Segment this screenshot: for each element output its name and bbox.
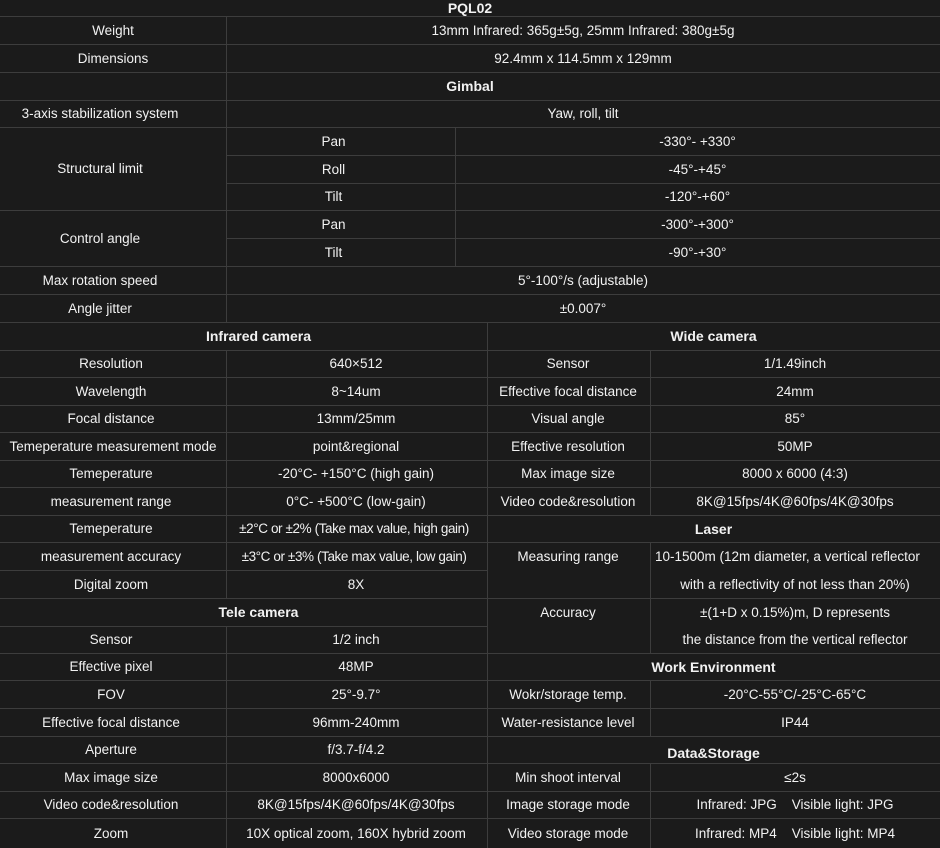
tele-zoom-value: 10X optical zoom, 160X hybrid zoom xyxy=(246,825,466,841)
grid-line xyxy=(0,16,940,17)
grid-line xyxy=(487,322,488,848)
grid-line xyxy=(0,542,940,543)
stabilization-label: 3-axis stabilization system xyxy=(21,106,179,121)
grid-line xyxy=(0,44,940,45)
weight-label: Weight xyxy=(92,22,134,38)
work-temp-label: Wokr/storage temp. xyxy=(509,686,627,702)
work-water-label: Water-resistance level xyxy=(501,714,635,730)
work-temp-value: -20°C-55°C/-25°C-65°C xyxy=(723,686,867,702)
tele-video-label: Video code&resolution xyxy=(43,797,179,812)
wide-image-size-value: 8000 x 6000 (4:3) xyxy=(742,466,848,481)
grid-line xyxy=(650,680,651,736)
wide-video-value: 8K@15fps/4K@60fps/4K@30fps xyxy=(696,493,894,509)
infrared-wavelength-label: Wavelength xyxy=(75,383,147,399)
grid-line xyxy=(0,653,940,654)
grid-line xyxy=(0,570,487,571)
grid-line xyxy=(0,350,940,351)
control-tilt-axis: Tilt xyxy=(324,244,343,260)
grid-line xyxy=(0,736,940,737)
dimensions-value: 92.4mm x 114.5mm x 129mm xyxy=(494,50,672,66)
infrared-zoom-label: Digital zoom xyxy=(73,576,149,592)
grid-line xyxy=(0,598,940,599)
structural-pan-axis: Pan xyxy=(321,133,346,149)
laser-header: Laser xyxy=(694,520,733,537)
infrared-mode-value: point&regional xyxy=(312,438,400,454)
infrared-focal-label: Focal distance xyxy=(67,411,155,426)
storage-image-value: Infrared: JPG Visible light: JPG xyxy=(696,797,894,812)
structural-limit-label: Structural limit xyxy=(57,161,143,176)
tele-focal-value: 96mm-240mm xyxy=(312,714,400,730)
grid-line xyxy=(0,680,940,681)
tele-image-size-label: Max image size xyxy=(64,769,158,785)
table-title: PQL02 xyxy=(447,0,493,16)
stabilization-value: Yaw, roll, tilt xyxy=(547,106,619,121)
infrared-header: Infrared camera xyxy=(205,328,312,344)
gimbal-header: Gimbal xyxy=(446,78,494,94)
storage-video-value: Infrared: MP4 Visible light: MP4 xyxy=(694,825,896,841)
tele-pixel-label: Effective pixel xyxy=(69,659,153,674)
grid-line xyxy=(0,100,940,101)
infrared-range-value-1: -20°C- +150°C (high gain) xyxy=(277,466,434,481)
grid-line xyxy=(226,626,227,848)
laser-range-label: Measuring range xyxy=(517,548,619,564)
tele-sensor-label: Sensor xyxy=(89,632,133,647)
infrared-accuracy-label-2: measurement accuracy xyxy=(40,548,182,564)
wide-sensor-label: Sensor xyxy=(546,356,590,371)
rotation-speed-label: Max rotation speed xyxy=(42,272,158,288)
angle-jitter-value: ±0.007° xyxy=(559,300,607,316)
storage-header: Data&Storage xyxy=(667,745,760,761)
grid-line xyxy=(0,294,940,295)
grid-line xyxy=(0,322,940,323)
control-pan-axis: Pan xyxy=(321,216,346,232)
grid-line xyxy=(0,818,940,819)
control-pan-value: -300°-+300° xyxy=(661,216,734,232)
wide-sensor-value: 1/1.49inch xyxy=(763,356,827,371)
infrared-focal-value: 13mm/25mm xyxy=(316,411,396,426)
structural-roll-axis: Roll xyxy=(321,161,346,177)
grid-line xyxy=(0,127,940,128)
infrared-wavelength-value: 8~14um xyxy=(331,383,381,399)
grid-line xyxy=(0,487,940,488)
grid-line xyxy=(226,238,940,239)
tele-image-size-value: 8000x6000 xyxy=(322,769,390,785)
grid-line xyxy=(0,405,940,406)
grid-line xyxy=(0,377,940,378)
structural-tilt-value: -120°-+60° xyxy=(664,189,731,204)
wide-header: Wide camera xyxy=(670,328,757,344)
tele-aperture-value: f/3.7-f/4.2 xyxy=(327,742,385,757)
grid-line xyxy=(0,515,940,516)
tele-sensor-value: 1/2 inch xyxy=(332,632,380,647)
grid-line xyxy=(0,72,940,73)
tele-pixel-value: 48MP xyxy=(338,659,374,674)
control-angle-label: Control angle xyxy=(59,230,141,246)
tele-zoom-label: Zoom xyxy=(93,825,129,841)
grid-line xyxy=(0,763,940,764)
wide-resolution-value: 50MP xyxy=(777,438,813,454)
infrared-range-value-2: 0°C- +500°C (low-gain) xyxy=(286,493,426,509)
work-water-value: IP44 xyxy=(781,714,809,730)
grid-line xyxy=(0,266,940,267)
dimensions-label: Dimensions xyxy=(77,50,149,66)
wide-resolution-label: Effective resolution xyxy=(511,438,625,454)
storage-image-label: Image storage mode xyxy=(506,797,630,812)
grid-line xyxy=(226,155,940,156)
grid-line xyxy=(455,127,456,266)
tele-fov-value: 25°-9.7° xyxy=(331,686,381,702)
weight-value: 13mm Infrared: 365g±5g, 25mm Infrared: 380g±5g xyxy=(431,22,735,38)
grid-line xyxy=(0,791,940,792)
control-tilt-value: -90°-+30° xyxy=(668,244,727,260)
tele-focal-label: Effective focal distance xyxy=(42,714,180,730)
wide-image-size-label: Max image size xyxy=(521,466,615,481)
grid-line xyxy=(226,350,227,598)
wide-visual-angle-value: 85° xyxy=(784,411,806,426)
laser-accuracy-value-2: the distance from the vertical reflector xyxy=(682,632,908,647)
grid-line xyxy=(226,16,227,322)
infrared-range-label-1: Temeperature xyxy=(69,466,153,481)
laser-accuracy-label: Accuracy xyxy=(540,604,596,620)
angle-jitter-label: Angle jitter xyxy=(68,300,132,316)
wide-focal-value: 24mm xyxy=(776,383,814,399)
work-header: Work Environment xyxy=(651,658,776,675)
laser-accuracy-value-1: ±(1+D x 0.15%)m, D represents xyxy=(699,604,891,620)
infrared-accuracy-value-2: ±3°C or ±3% (Take max value, low gain) xyxy=(241,548,467,564)
grid-line xyxy=(650,763,651,848)
storage-interval-value: ≤2s xyxy=(784,769,806,785)
structural-roll-value: -45°-+45° xyxy=(668,161,727,177)
grid-line xyxy=(226,183,940,184)
tele-header: Tele camera xyxy=(218,604,299,620)
tele-aperture-label: Aperture xyxy=(85,742,137,757)
laser-range-value-2: with a reflectivity of not less than 20%) xyxy=(680,576,910,592)
infrared-resolution-value: 640×512 xyxy=(329,356,383,371)
infrared-accuracy-label-1: Temeperature xyxy=(69,521,153,536)
tele-fov-label: FOV xyxy=(97,686,125,702)
grid-line xyxy=(0,432,940,433)
grid-line xyxy=(0,460,940,461)
grid-line xyxy=(0,210,940,211)
infrared-zoom-value: 8X xyxy=(347,576,365,592)
grid-line xyxy=(650,350,651,515)
grid-line xyxy=(0,626,487,627)
wide-visual-angle-label: Visual angle xyxy=(531,411,605,426)
structural-pan-value: -330°- +330° xyxy=(659,133,736,149)
wide-focal-label: Effective focal distance xyxy=(499,383,637,399)
storage-interval-label: Min shoot interval xyxy=(515,769,621,785)
wide-video-label: Video code&resolution xyxy=(500,493,636,509)
infrared-accuracy-value-1: ±2°C or ±2% (Take max value, high gain) xyxy=(239,521,469,536)
tele-video-value: 8K@15fps/4K@60fps/4K@30fps xyxy=(257,797,455,812)
structural-tilt-axis: Tilt xyxy=(324,189,343,204)
grid-line xyxy=(0,708,940,709)
rotation-speed-value: 5°-100°/s (adjustable) xyxy=(517,272,649,288)
infrared-resolution-label: Resolution xyxy=(79,356,143,371)
grid-line xyxy=(650,542,651,653)
infrared-mode-label: Temeperature measurement mode xyxy=(9,438,217,454)
infrared-range-label-2: measurement range xyxy=(50,493,172,509)
laser-range-value-1: 10-1500m (12m diameter, a vertical reflector xyxy=(655,548,920,564)
storage-video-label: Video storage mode xyxy=(507,825,629,841)
